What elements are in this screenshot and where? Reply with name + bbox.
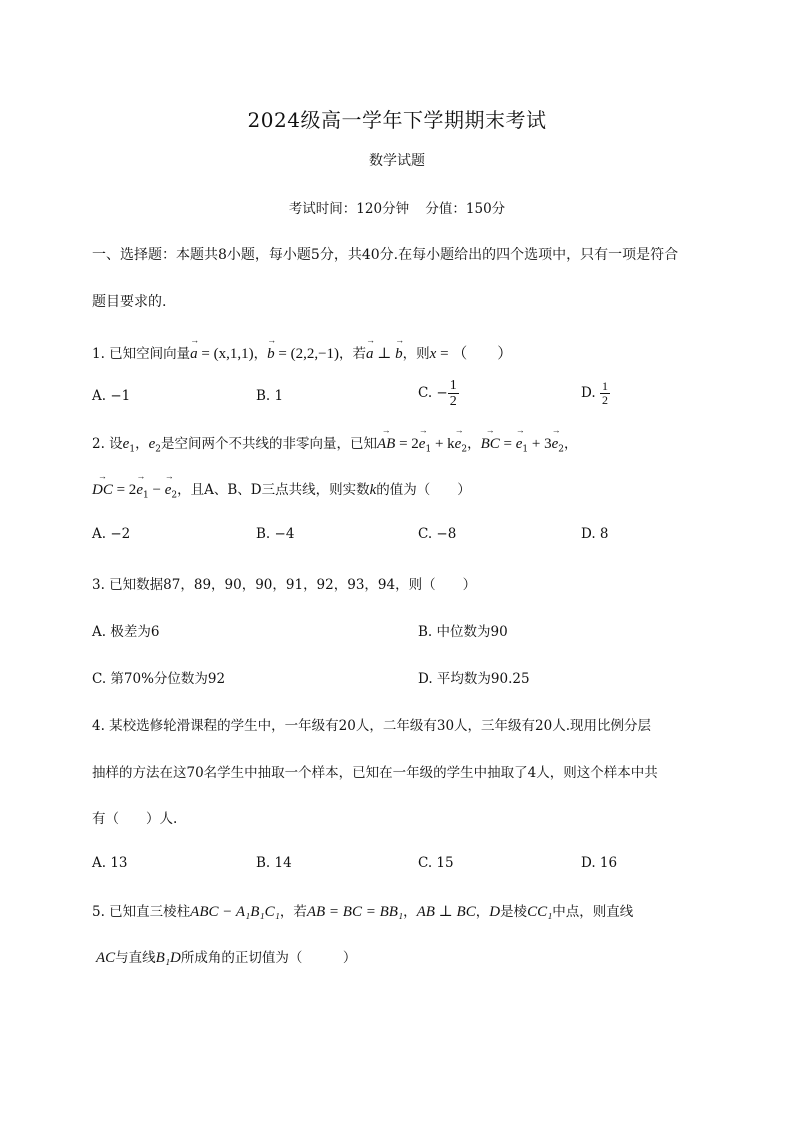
fraction-neg-half: $\frac{1}{2}$ (449, 378, 457, 409)
q4-option-a: A. 13 (92, 855, 128, 871)
vector-a: → a (190, 346, 198, 363)
q2-option-a: A. −2 (92, 526, 131, 542)
question-4-stem-line1: 4. 某校选修轮滑课程的学生中，一年级有20人，二年级有30人，三年级有20人.现用比例分层 (92, 718, 651, 734)
section-heading-line2: 题目要求的. (92, 294, 167, 310)
fraction-half: $\frac{1}{2}$ (601, 379, 608, 407)
question-4-stem-line2: 抽样的方法在这70名学生中抽取一个样本，已知在一年级的学生中抽取了4人，则这个样本中共 (92, 765, 658, 781)
q3-option-d: D. 平均数为90.25 (418, 671, 530, 687)
exam-subtitle: 数学试题 (369, 153, 425, 169)
q1-option-b: B. 1 (256, 388, 284, 404)
question-3-stem: 3. 已知数据87，89，90，90，91，92，93，94，则（ ） (92, 577, 477, 593)
q2-option-b: B. −4 (256, 526, 295, 542)
q2-option-d: D. 8 (581, 526, 609, 542)
vector-DC: → DC (92, 482, 113, 499)
exam-info (0, 197, 794, 217)
vector-AB: → AB (377, 436, 395, 453)
question-2-stem-line1: 2. 设$e_1$，$e_2$是空间两个不共线的非零向量，已知→ AB = $2\to e_1 + k\to e_2$，→ BC = → $e_1 + 3\to e_2$， (92, 432, 577, 455)
exam-title: 2024级高一学年下学期期末考试 (247, 108, 547, 132)
question-1-stem: 1. 已知空间向量→ a = (x,1,1)，→ b = (2,2,−1)，若→ a ⊥ → b，则x = （ ） (92, 342, 512, 363)
section-heading-line1: 一、选择题：本题共8小题，每小题5分，共40分.在每小题给出的四个选项中，只有一项是符合 (92, 247, 679, 263)
q2-option-c: C. −8 (418, 526, 457, 542)
q4-option-d: D. 16 (581, 855, 618, 871)
question-2-stem-line2: → DC = $2\to e_1$ − → $e_2$，且A、B、D三点共线，则实数k的值为（ ） (92, 478, 471, 501)
q1-option-c: C. − $\frac{1}{2}$ (418, 378, 457, 409)
q3-option-a: A. 极差为6 (92, 624, 160, 640)
exam-score: 分值：150分 (425, 201, 506, 217)
question-5-stem-line2: AC与直线B₁D所成角的正切值为（ ） (96, 950, 357, 966)
q3-option-b: B. 中位数为90 (418, 624, 508, 640)
vector-b: → b (267, 346, 275, 363)
q1-option-d: D. $\frac{1}{2}$ (581, 379, 608, 407)
q4-option-b: B. 14 (256, 855, 292, 871)
exam-time: 考试时间：120分钟 (288, 201, 410, 217)
q4-option-c: C. 15 (418, 855, 454, 871)
q1-option-a: A. −1 (92, 388, 131, 404)
question-5-stem-line1: 5. 已知直三棱柱ABC − A₁B₁C₁，若AB = BC = BB₁，AB ⊥ BC，D是棱CC₁中点，则直线 (92, 904, 634, 920)
question-4-stem-line3: 有（ ）人. (92, 811, 178, 827)
vector-BC: → BC (481, 436, 500, 453)
q3-option-c: C. 第70%分位数为92 (92, 671, 226, 687)
